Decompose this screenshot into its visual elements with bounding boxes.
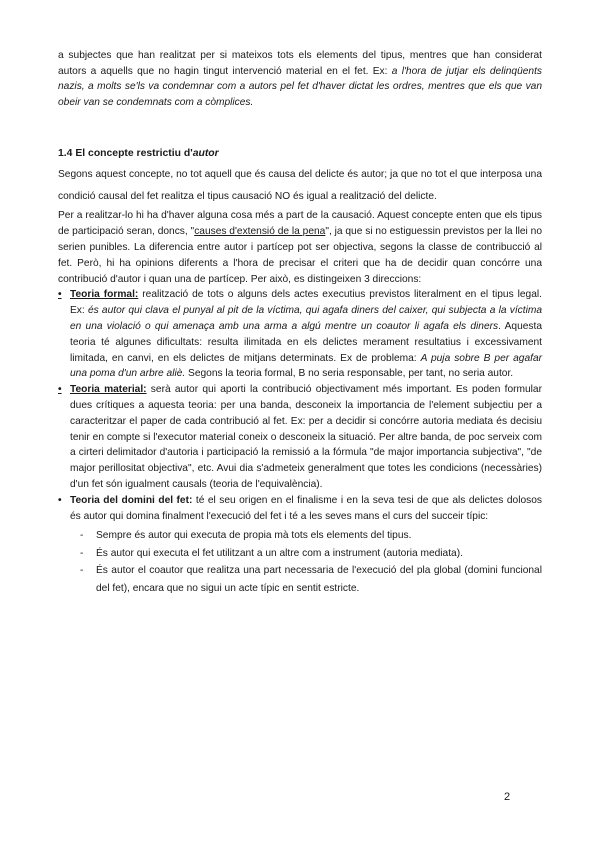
dash-icon: -	[80, 530, 84, 542]
heading-text: 1.4 El concepte restrictiu d'	[58, 148, 193, 160]
intro-example: a l'hora de jutjar els delinqüents nazis, a molts se'ls va condemnar com a autors pel fet d'haver dictat les ordres, mentres que els que van obeir van se condemnats com a còmplices.	[58, 65, 542, 108]
sub-list-item	[80, 545, 542, 562]
sub-item-text: És autor el coautor que realitza una part necessaria de l'execució del pla global (domini funcional del fet), encara que no sigui un acte típic en sentit estricte.	[96, 565, 542, 594]
section-heading	[58, 146, 542, 162]
list-item-formal	[58, 287, 542, 382]
item-title: Teoria material:	[70, 384, 147, 396]
intro-paragraph	[58, 48, 542, 110]
item-example: és autor qui clava el punyal al pit de la víctima, qui agafa diners del caixer, qui subjecta a la víctima en una violació o qui amenaça amb una arma a algú mentre un coautor li agafa els diners	[70, 305, 542, 332]
list-item-domini	[58, 493, 542, 597]
page-content	[58, 48, 542, 597]
section-paragraph-2	[58, 208, 542, 287]
theory-list	[58, 287, 542, 597]
underlined-term: causes d'extensió de la pena	[194, 226, 326, 238]
sub-list	[70, 527, 542, 597]
dash-icon: -	[80, 565, 84, 577]
bullet-icon: •	[58, 494, 62, 506]
page-number: 2	[504, 791, 511, 803]
list-item-material	[58, 382, 542, 493]
item-title: Teoria del domini del fet:	[70, 494, 193, 506]
item-text: . Aquesta teoria té algunes dificultats: resulta ilimitada en els delictes merament resultatius i excessivament limitada, en canvi, en els delictes de mitjans determinats. Ex de problema:	[70, 320, 543, 364]
bullet-icon: •	[58, 289, 62, 301]
item-example: A puja sobre B per agafar una poma d'un arbre aliè.	[70, 352, 543, 380]
bullet-icon: •	[58, 384, 62, 396]
sub-list-item	[80, 562, 542, 597]
sub-item-text: És autor qui executa el fet utilitzant a un altre com a instrument (autoria mediata).	[96, 547, 463, 559]
item-title: Teoria formal:	[70, 289, 139, 301]
item-text: serà autor qui aporti la contribució objectivament més important. Es poden formular dues crítiques a aquesta teoria: per una banda, desconeix la importancia de l'element subjectiu per a caracteritzar el paper de cada contribució al fet. Ex: per a decidir si concórre autoria mediata és decisiu tenir en compte si l'executor material coneix o desconeix la situació. Per altre banda, de poc serveix com a cirteri delimitador d'autoria i participació la remissió a la fórmula "de major importancia subjectiva", "de major perillositat objectiva", etc. Avui dia s'admeteix generalment que totes les condicions (necessàries) d'un fet són igualment causals (teoria de l'equivalència).	[70, 384, 542, 490]
item-text: realització de tots o alguns dels actes executius previstos literalment en el tipus legal. Ex:	[70, 289, 542, 317]
dash-icon: -	[80, 547, 84, 559]
heading-italic: autor	[192, 148, 219, 160]
sub-list-item	[80, 527, 542, 544]
p2-text-b: ", ja que si no estiguessin previstos per la llei no serien punibles. La diferencia entre autor i partícep pot ser objectiva, segons la classe de contribucció al fet. Però, hi ha opinions diferents a l'hora de precisar el criteri que ha de decidir quan concórre una contribució d'autor i quan una de partícep. Per això, es distingeixen 3 direccions:	[58, 226, 542, 285]
p2-text-a: Per a realitzar-lo hi ha d'haver alguna cosa més a part de la causació. Aquest concepte enten que els tipus de participació seran, doncs, "	[58, 210, 542, 238]
section-paragraph-1: Segons aquest concepte, no tot aquell que és causa del delicte és autor; ja que no tot el que interposa una condició causal del fet realitza el tipus causació NO és igual a realització del delicte.	[58, 169, 542, 203]
sub-item-text: Sempre és autor qui executa de propia mà tots els elements del tipus.	[96, 530, 412, 542]
item-text: té el seu origen en el finalisme i en la seva tesi de que als delictes dolosos és autor qui domina finalment l'execució del fet i té a les seves mans el curs del succeir típic:	[70, 494, 542, 522]
item-text: Segons la teoria formal, B no seria responsable, per tant, no seria autor.	[185, 368, 514, 380]
intro-text: a subjectes que han realitzat per si mateixos tots els elements del tipus, mentres que han considerat autors a aquells que no hagin tingut intervenció material en el fet. Ex:	[58, 50, 542, 77]
